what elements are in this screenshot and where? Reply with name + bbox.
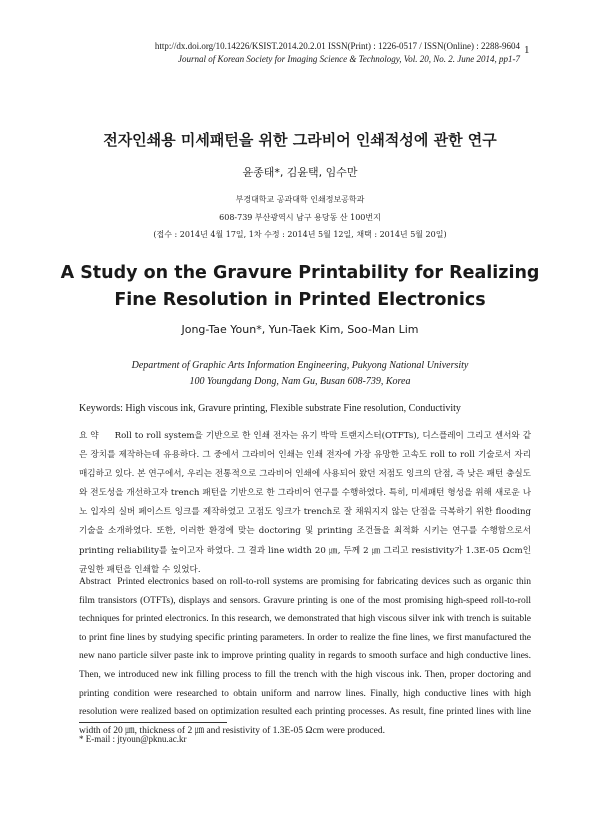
keywords: Keywords: High viscous ink, Gravure printing, Flexible substrate Fine resolution, Conductivity [79,403,461,414]
footnote-divider [79,722,227,723]
english-abstract-text: Printed electronics based on roll-to-roll systems are promising for fabricating devices such as organic thin film transistors (OTFTs), displays and sensors. Gravure printing is one of the most promising high-speed roll-to-roll techniques for printed electronics. In this research, we demonstrated that high viscous silver ink with trench is suitable to print fine lines by studying specific printing parameters. In order to realize the fine lines, we first manufactured the new nano particle silver paste ink to improve printing quality in regards to smooth surface and high conductive lines. Then, we introduced new ink filling process to fill the trench with the high viscous ink. Then, proper doctoring and printing condition were researched to obtain uniform and narrow lines. Finally, high conductive lines with high resolution were realized based on optimization resulted each printing processes. As result, fine printed lines with line width of 20 ㎛, thickness of 2 ㎛ and resistivity of 1.3E-05 Ωcm were produced. [79,577,531,736]
footnote-email: * E-mail : jtyoun@pknu.ac.kr [79,734,187,744]
english-address: 100 Youngdang Dong, Nam Gu, Busan 608-739, Korea [189,376,411,387]
korean-abstract [79,427,531,580]
english-authors: Jong-Tae Youn*, Yun-Taek Kim, Soo-Man Lim [181,323,419,336]
english-abstract-label: Abstract [79,577,112,587]
page-number: 1 [524,44,530,56]
english-title [0,260,600,314]
english-title-line-2: Fine Resolution in Printed Electronics [114,290,486,310]
korean-affiliation: 부경대학교 공과대학 인쇄정보공학과 [235,195,365,204]
english-title-line-1: A Study on the Gravure Printability for Realizing [60,263,540,283]
korean-title: 전자인쇄용 미세패턴을 위한 그라비어 인쇄적성에 관한 연구 [103,131,497,149]
english-affiliation: Department of Graphic Arts Information Engineering, Pukyong National University [131,360,469,371]
submission-dates: (접수 : 2014년 4월 17일, 1차 수정 : 2014년 5월 12일, 채택 : 2014년 5월 20일) [153,230,447,239]
korean-authors: 윤종태*, 김윤택, 임수만 [242,166,358,179]
english-abstract [79,573,531,740]
korean-address: 608-739 부산광역시 남구 용당동 산 100번지 [219,213,381,222]
journal-citation: Journal of Korean Society for Imaging Science & Technology, Vol. 20, No. 2. June 2014, pp1-7 [177,54,520,64]
korean-abstract-label: 요 약 [79,431,99,441]
doi-issn-line: http://dx.doi.org/10.14226/KSIST.2014.20.2.01 ISSN(Print) : 1226-0517 / ISSN(Online) : 2288-9604 [154,41,520,51]
korean-abstract-text: Roll to roll system을 기반으로 한 인쇄 전자는 유기 박막 트랜지스터(OTFTs), 디스플레이 그리고 센서와 같은 장치를 제작하는데 유용하다. 그 중에서 그라비어 인쇄는 인쇄 전자에 가장 유망한 고속도 roll to roll 기술로서 자리매김하고 있다. 본 연구에서, 우리는 전통적으로 그라비어 인쇄에 사용되어 왔던 저점도 잉크의 단점, 즉 낮은 패턴 충실도와 전도성을 개선하고자 trench 패턴을 기반으로 한 그라비어 연구를 수행하였다. 특히, 미세패턴 형성을 위해 새로운 나노 입자의 실버 페이스트 잉크를 제작하였고 고점도 잉크가 trench로 잘 채워지지 않는 단점을 극복하기 위한 flooding 기술을 소개하였다. 또한, 이러한 환경에 맞는 doctoring 및 printing 조건들을 최적화 시키는 연구를 수행함으로서 printing reliability를 높이고자 하였다. 그 결과 line width 20 ㎛, 두께 2 ㎛ 그리고 resistivity가 1.3E-05 Ωcm인 균일한 패턴을 인쇄할 수 있었다. [79,431,531,575]
